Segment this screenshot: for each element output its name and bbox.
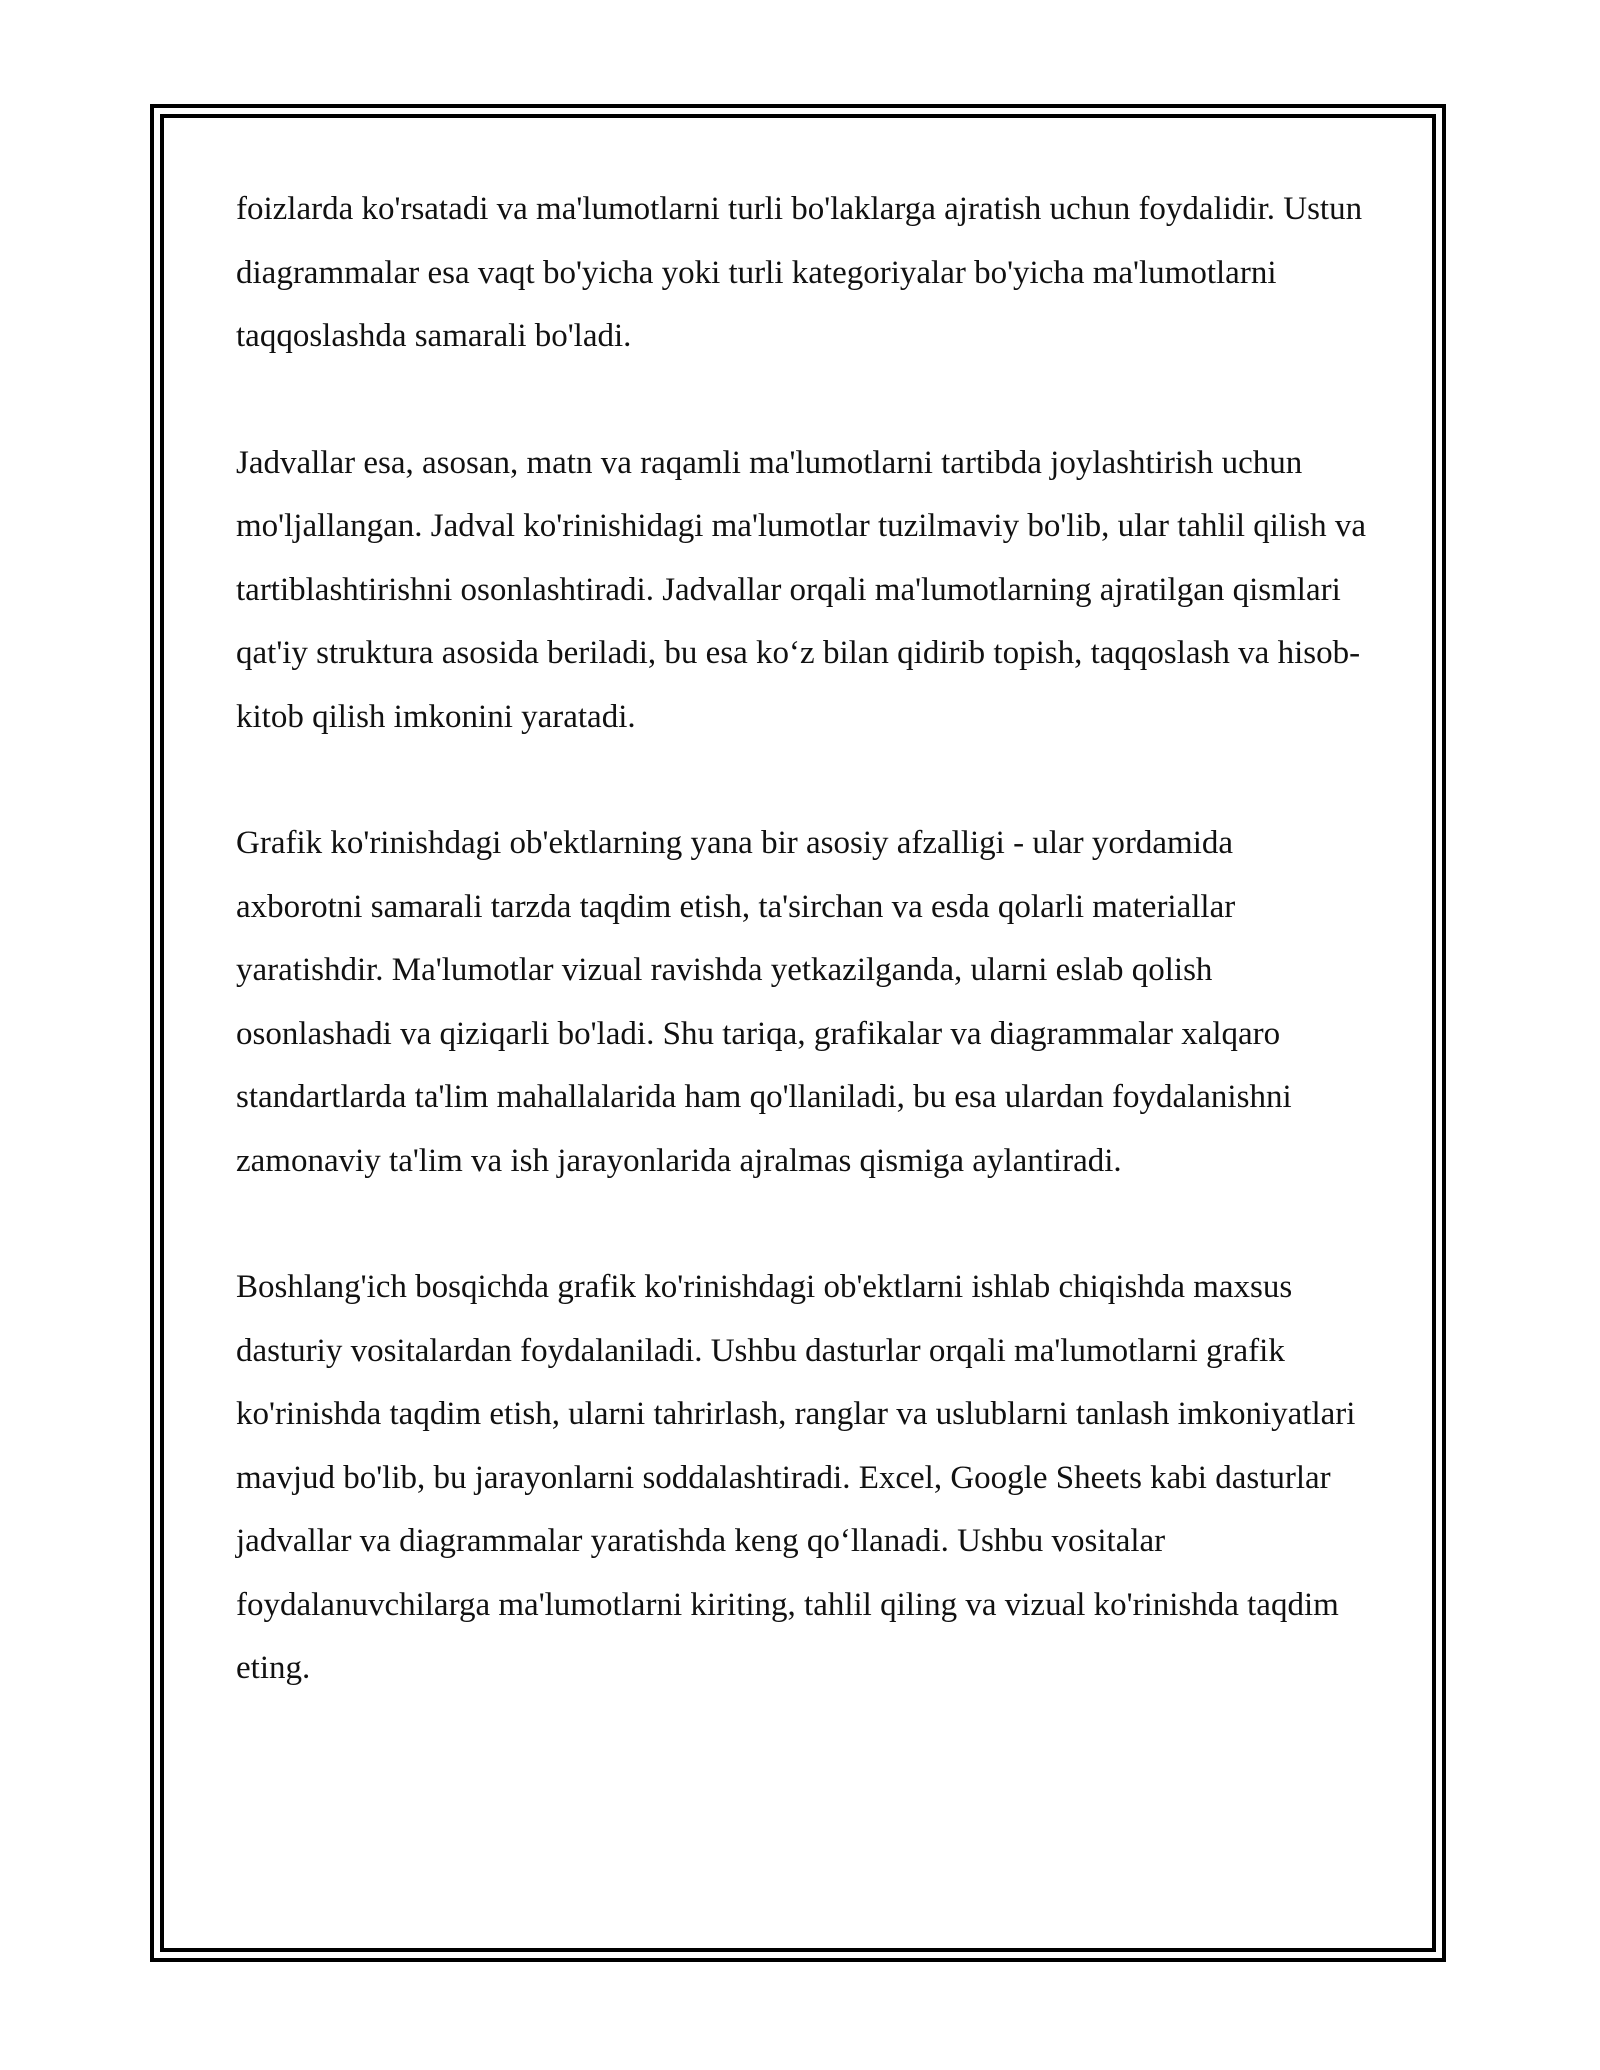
paragraph-2: Jadvallar esa, asosan, matn va raqamli ma'lumotlarni tartibda joylashtirish uchun mo'ljallangan. Jadval ko'rinishidagi ma'lumotlar tuzilmaviy bo'lib, ular tahlil qilish va tartiblashtirishni osonlashtiradi. Jadvallar orqali ma'lumotlarning ajratilgan qismlari qat'iy struktura asosida beriladi, bu esa ko‘z bilan qidirib topish, taqqoslash va hisob-kitob qilish imkonini yaratadi. <box>236 444 1366 735</box>
document-body <box>236 178 1366 1764</box>
paragraph-1: foizlarda ko'rsatadi va ma'lumotlarni turli bo'laklarga ajratish uchun foydalidir. Ustun diagrammalar esa vaqt bo'yicha yoki turli kategoriyalar bo'yicha ma'lumotlarni taqqoslashda samarali bo'ladi. <box>236 191 1363 354</box>
paragraph-3: Grafik ko'rinishdagi ob'ektlarning yana bir asosiy afzalligi - ular yordamida axborotni samarali tarzda taqdim etish, ta'sirchan va esda qolarli materiallar yaratishdir. Ma'lumotlar vizual ravishda yetkazilganda, ularni eslab qolish osonlashadi va qiziqarli bo'ladi. Shu tariqa, grafikalar va diagrammalar xalqaro standartlarda ta'lim mahallalarida ham qo'llaniladi, bu esa ulardan foydalanishni zamonaviy ta'lim va ish jarayonlarida ajralmas qismiga aylantiradi. <box>236 825 1292 1179</box>
paragraph-4: Boshlang'ich bosqichda grafik ko'rinishdagi ob'ektlarni ishlab chiqishda maxsus dasturiy vositalardan foydalaniladi. Ushbu dasturlar orqali ma'lumotlarni grafik ko'rinishda taqdim etish, ularni tahrirlash, ranglar va uslublarni tanlash imkoniyatlari mavjud bo'lib, bu jarayonlarni soddalashtiradi. Excel, Google Sheets kabi dasturlar jadvallar va diagrammalar yaratishda keng qo‘llanadi. Ushbu vositalar foydalanuvchilarga ma'lumotlarni kiriting, tahlil qiling va vizual ko'rinishda taqdim eting. <box>236 1269 1356 1686</box>
